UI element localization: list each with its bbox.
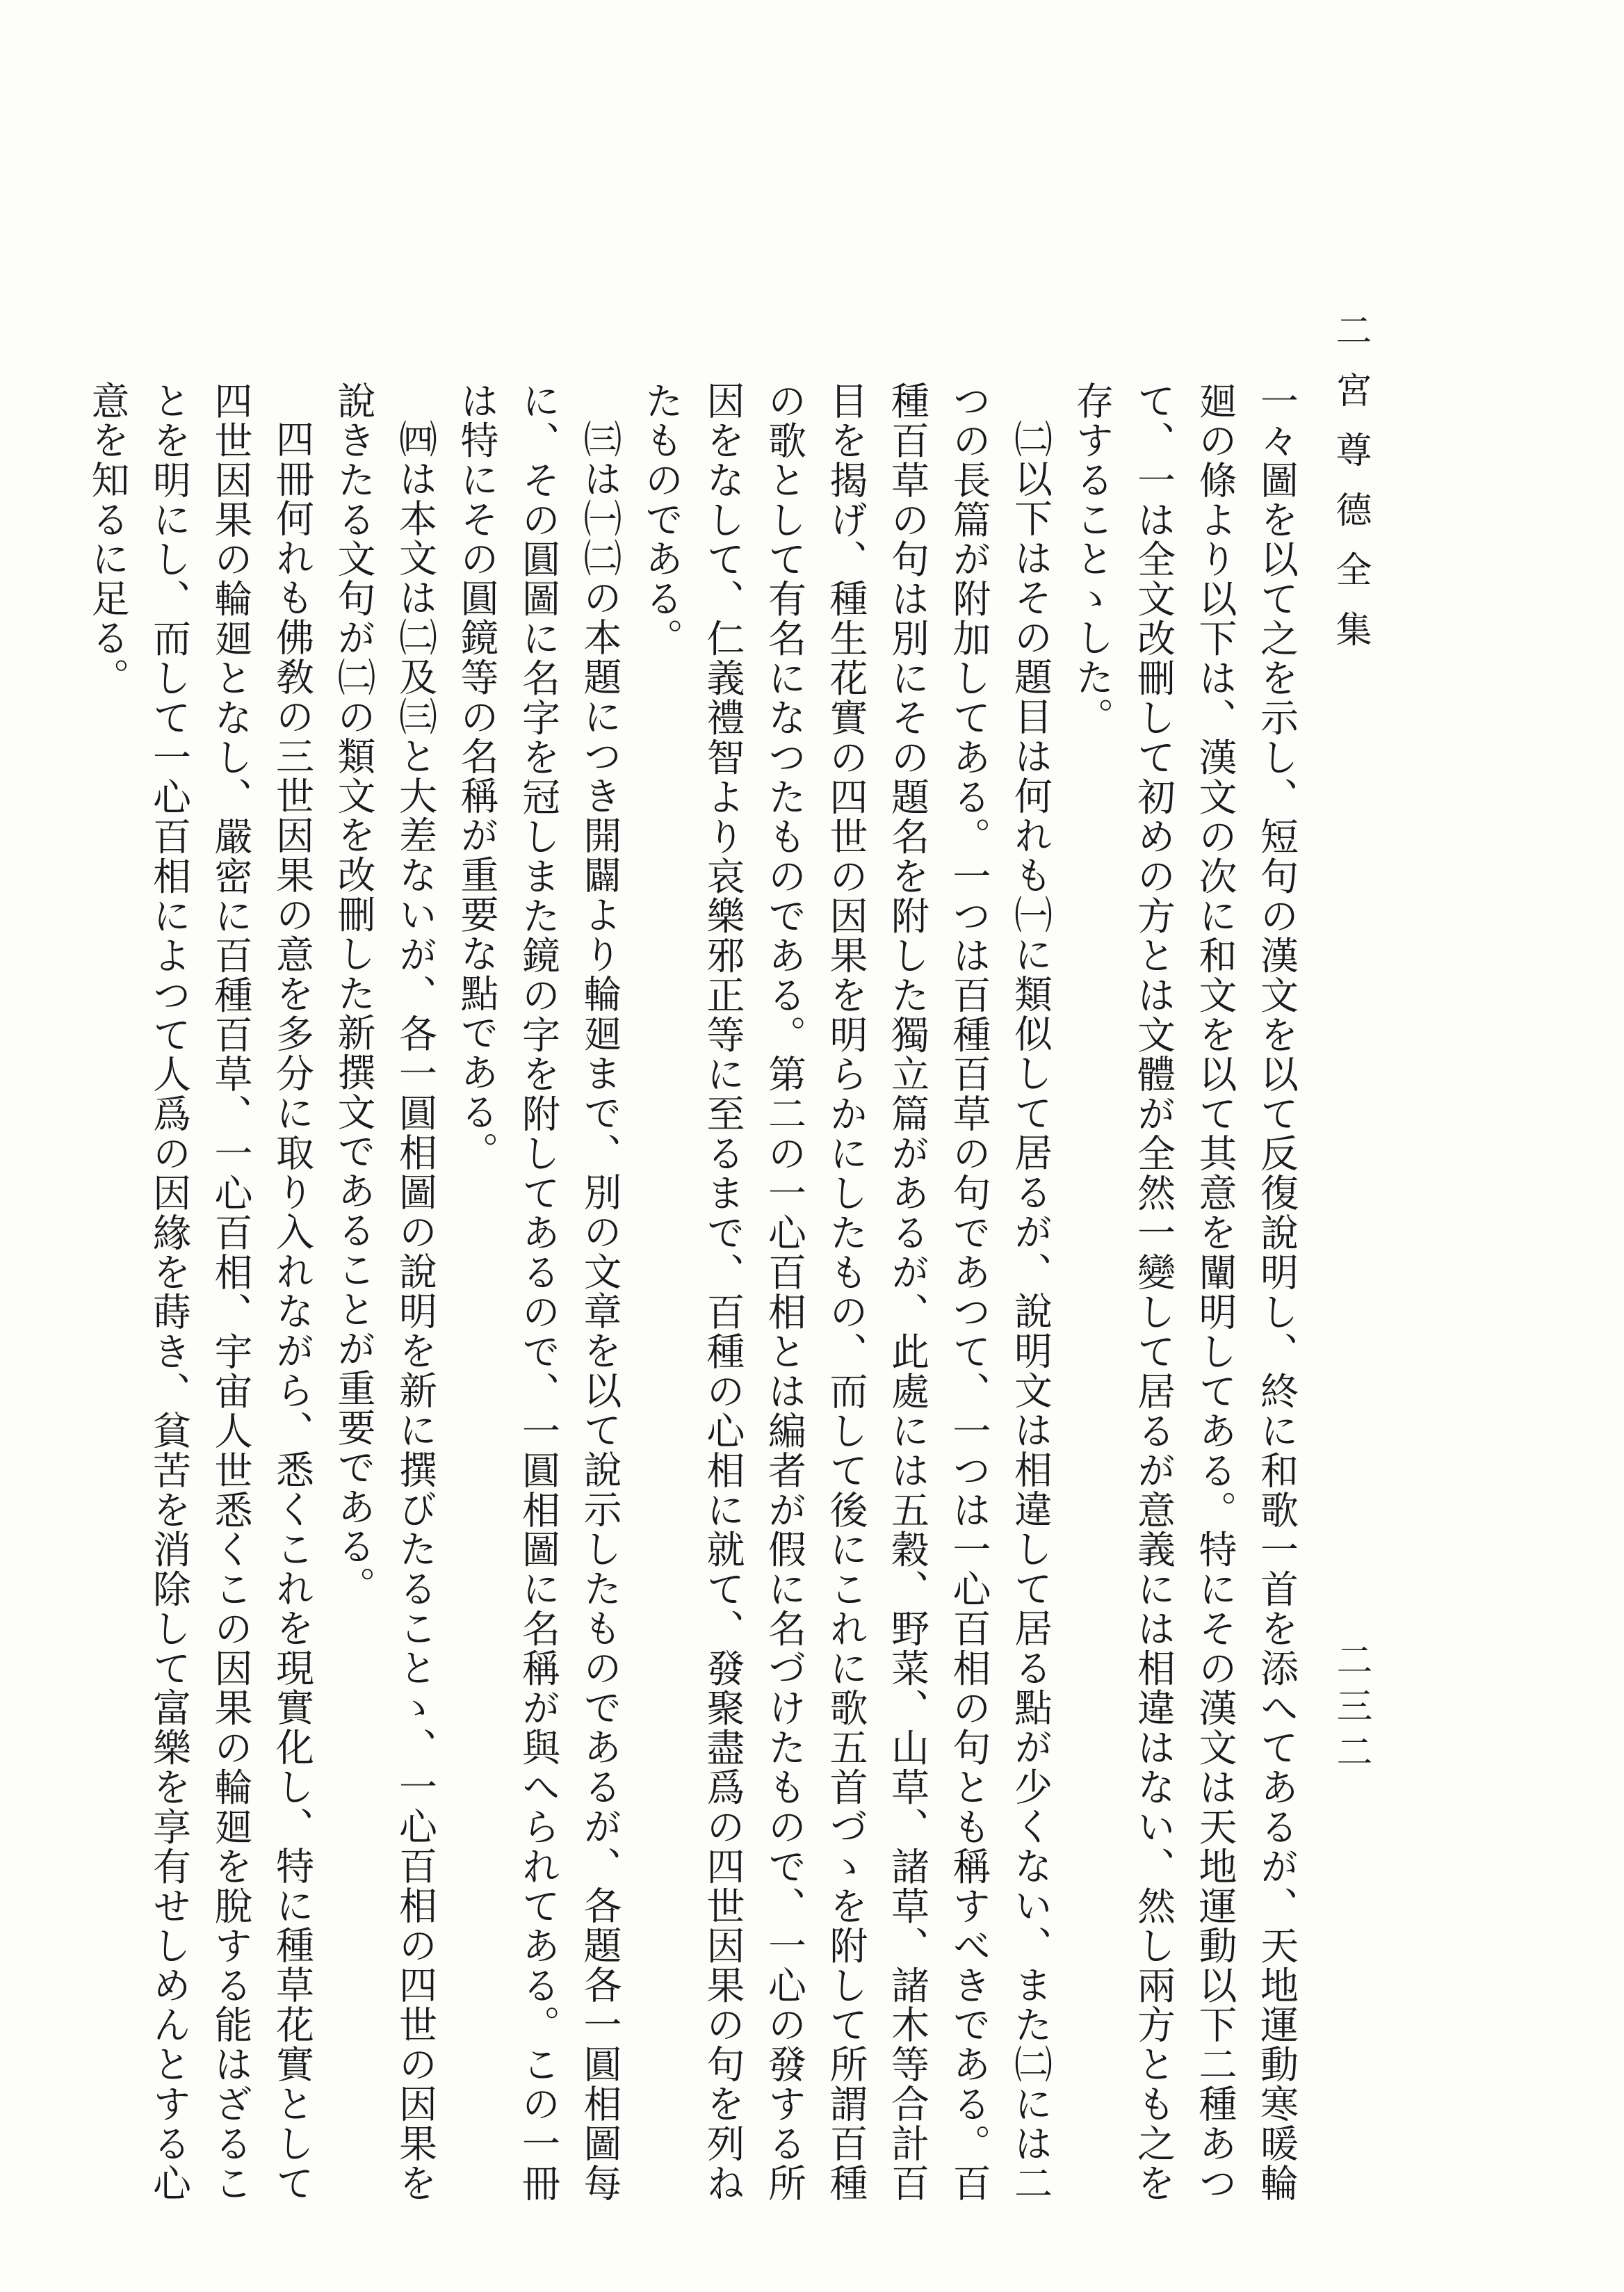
paragraph-4: ㈣は本文は㈡及㈢と大差ないが、各一圓相圖の說明を新に撰びたることゝ、一心百相の四世の因果を說きたる文句が㈡の類文を改刪した新撰文であることが重要である。 bbox=[331, 381, 437, 2203]
paragraph-1: 一々圖を以て之を示し、短句の漢文を以て反復說明し、終に和歌一首を添へてあるが、天地運動寒暖輪廻の條より以下は、漢文の次に和文を以て其意を闡明してある。特にその漢文は天地運動以下二種あつて、一は全文改刪して初めの方とは文體が全然一變して居るが意義には相違はない、然し兩方とも之を存することゝした。 bbox=[1069, 381, 1299, 2203]
body-text bbox=[85, 381, 1307, 2203]
paragraph-2: ㈡以下はその題目は何れも㈠に類似して居るが、說明文は相違して居る點が少くない、また㈡には二つの長篇が附加してある。一つは百種百草の句であつて、一つは一心百相の句とも稱すべきである。百種百草の句は別にその題名を附した獨立篇があるが、此處には五穀、野菜、山草、諸草、諸木等合計百目を揭げ、種生花實の四世の因果を明らかにしたもの、而して後にこれに歌五首づゝを附して所謂百種の歌として有名になつたものである。第二の一心百相とは編者が假に名づけたもので、一心の發する所因をなして、仁義禮智より哀樂邪正等に至るまで、百種の心相に就て、發聚盡爲の四世因果の句を列ねたものである。 bbox=[639, 381, 1053, 2203]
running-title: 二宮尊德全集 bbox=[1329, 312, 1371, 670]
page-number: 二三二 bbox=[1330, 1641, 1372, 1779]
paragraph-3: ㈢は㈠㈡の本題につき開闢より輪廻まで、別の文章を以て說示したものであるが、各題各一圓相圖每に、その圓圖に名字を冠しまた鏡の字を附してあるので、一圓相圖に名稱が與へられてある。この一冊は特にその圓鏡等の名稱が重要な點である。 bbox=[454, 381, 622, 2203]
paragraph-5: 四冊何れも佛敎の三世因果の意を多分に取り入れながら、悉くこれを現實化し、特に種草花實として四世因果の輪廻となし、嚴密に百種百草、一心百相、宇宙人世悉くこの因果の輪廻を脫する能はざることを明にし、而して一心百相によつて人爲の因緣を蒔き、貧苦を消除して富樂を享有せしめんとする心意を知るに足る。 bbox=[85, 381, 314, 2203]
